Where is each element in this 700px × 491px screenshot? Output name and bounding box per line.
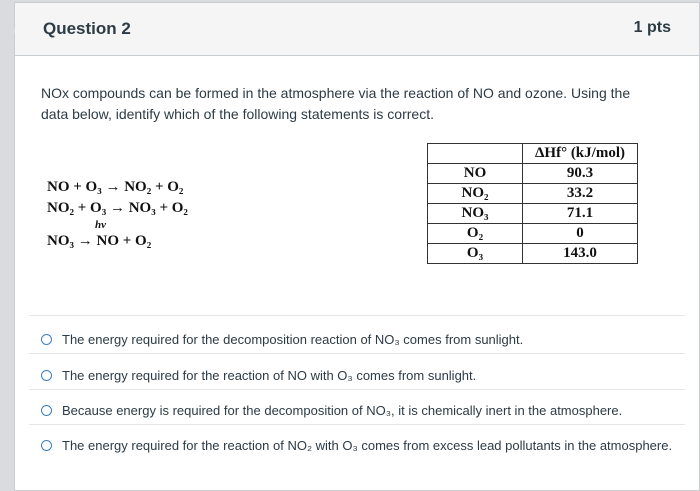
- table-cell-value: 71.1: [523, 204, 638, 224]
- answer-label: The energy required for the decomposition reaction of NO₃ comes from sunlight.: [62, 331, 524, 347]
- prompt-line-2: data below, identify which of the following statements is correct.: [41, 106, 434, 122]
- divider: [29, 424, 685, 425]
- divider: [29, 315, 685, 316]
- table-cell-species: NO₃: [428, 204, 523, 224]
- question-card: [14, 2, 700, 491]
- answer-option-2[interactable]: [41, 365, 476, 385]
- reaction-label: hν: [95, 219, 106, 231]
- table-cell-species: NO₂: [428, 184, 523, 204]
- table-cell-species: O₂: [428, 224, 523, 244]
- radio-button[interactable]: [41, 405, 52, 416]
- answer-option-1[interactable]: [41, 329, 523, 349]
- table-header-blank: [428, 144, 523, 164]
- table-cell-species: NO: [428, 164, 523, 184]
- reaction-3: NO₃ → NO + O₂: [47, 233, 152, 249]
- divider: [29, 353, 685, 354]
- answer-label: The energy required for the reaction of NO with O₃ comes from sunlight.: [62, 367, 477, 383]
- table-cell-species: O₃: [428, 244, 523, 264]
- enthalpy-table: [427, 143, 638, 264]
- question-points: 1 pts: [633, 19, 671, 36]
- radio-button[interactable]: [41, 440, 52, 451]
- table-cell-value: 143.0: [523, 244, 638, 264]
- reaction-1: NO + O₃ → NO₂ + O₂: [47, 179, 184, 195]
- answer-option-3[interactable]: [41, 400, 622, 420]
- answer-label: The energy required for the reaction of NO₂ with O₃ comes from excess lead pollutants in the atmosphere.: [62, 437, 673, 453]
- table-header-enthalpy: ΔHf° (kJ/mol): [523, 144, 638, 164]
- question-title: Question 2: [43, 19, 131, 38]
- divider: [29, 389, 685, 390]
- answer-label: Because energy is required for the decomposition of NO₃, it is chemically inert in the atmosphere.: [62, 402, 623, 418]
- radio-button[interactable]: [41, 370, 52, 381]
- reaction-2: NO₂ + O₃ → NO₃ + O₂: [47, 200, 188, 216]
- question-header: [15, 3, 699, 56]
- question-prompt: [41, 83, 641, 125]
- radio-button[interactable]: [41, 334, 52, 345]
- table-cell-value: 33.2: [523, 184, 638, 204]
- table-cell-value: 90.3: [523, 164, 638, 184]
- answer-option-4[interactable]: [41, 435, 672, 455]
- prompt-line-1: NOx compounds can be formed in the atmosphere via the reaction of NO and ozone. Using the: [41, 85, 631, 101]
- table-cell-value: 0: [523, 224, 638, 244]
